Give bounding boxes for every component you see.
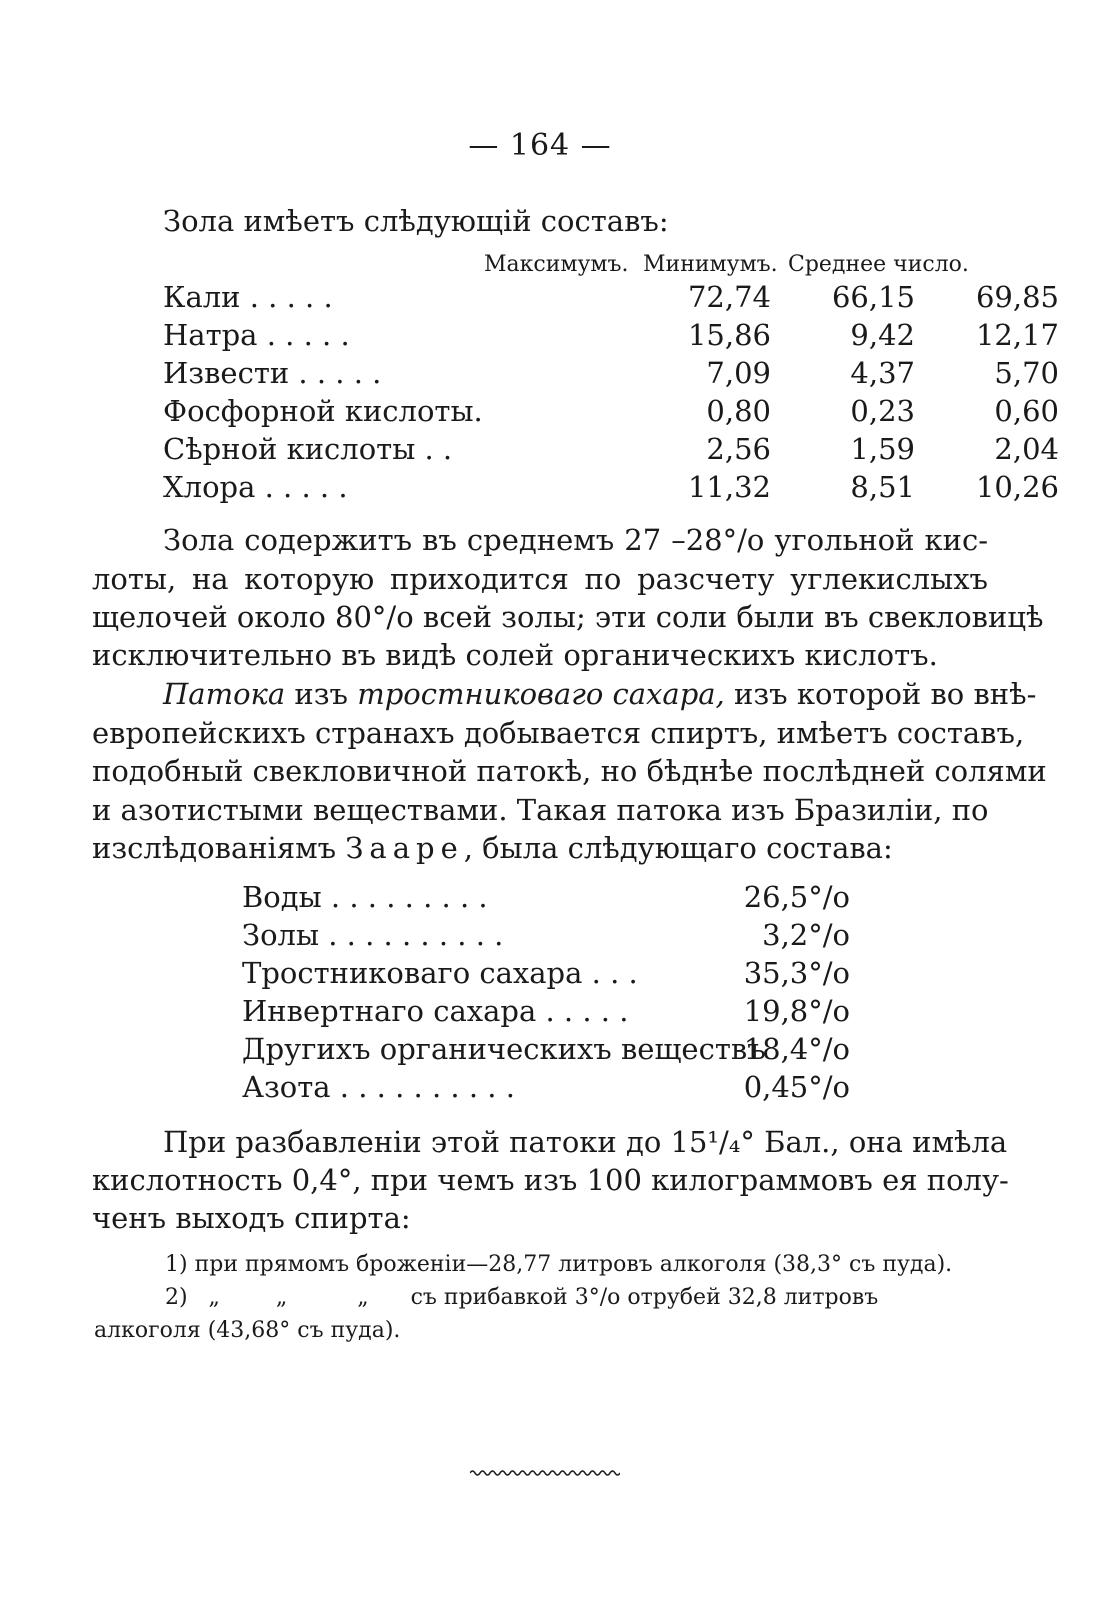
italic-term: Патока — [163, 677, 286, 711]
text-line: и азотистыми веществами. Такая патока изъ Бразиліи, по — [92, 793, 989, 827]
list-item — [242, 956, 850, 994]
row-avg: 10,26 — [975, 470, 1059, 504]
item-value: 18,4°/о — [743, 1032, 850, 1066]
row-label: Натра . . . . . — [163, 318, 350, 352]
row-max: 2,56 — [706, 432, 771, 466]
text-span: изслѣдованіямъ — [92, 831, 346, 865]
text-line: щелочей около 80°/о всей золы; эти соли были въ свекловицѣ — [92, 600, 1044, 634]
text-line: Зола содержитъ въ среднемъ 27 –28°/о угольной кис- — [163, 523, 988, 557]
row-min: 8,51 — [850, 470, 915, 504]
item-label: Воды . . . . . . . . . — [242, 880, 488, 914]
table-row — [163, 280, 1059, 318]
header-max: Максимумъ. — [484, 252, 629, 277]
wavy-rule-icon — [470, 1468, 620, 1478]
text-line — [163, 677, 1037, 711]
row-avg: 5,70 — [994, 356, 1059, 390]
text-line: европейскихъ странахъ добывается спиртъ, имѣетъ составъ, — [92, 716, 1025, 750]
list-item — [242, 1032, 850, 1070]
text-line: кислотность 0,4°, при чемъ изъ 100 килограммовъ ея полу- — [92, 1163, 1009, 1197]
table-row — [163, 432, 1059, 470]
item-label: Тростниковаго сахара . . . — [242, 956, 638, 990]
row-avg: 12,17 — [975, 318, 1059, 352]
text-span: , была слѣдующаго состава: — [463, 831, 893, 865]
row-max: 72,74 — [687, 280, 771, 314]
row-avg: 2,04 — [994, 432, 1059, 466]
row-avg: 69,85 — [975, 280, 1059, 314]
row-label: Сѣрной кислоты . . — [163, 432, 453, 466]
ash-intro: Зола имѣетъ слѣдующій составъ: — [163, 204, 669, 238]
item-label: Другихъ органическихъ веществъ — [242, 1032, 766, 1066]
list-item — [242, 1070, 850, 1108]
footnote-1: 1) при прямомъ броженіи—28,77 литровъ алкоголя (38,3° съ пуда). — [165, 1252, 953, 1277]
list-item — [242, 918, 850, 956]
list-item — [242, 880, 850, 918]
item-value: 26,5°/о — [743, 880, 850, 914]
text-line: подобный свекловичной патокѣ, но бѣднѣе послѣдней солями — [92, 754, 1047, 788]
footnote-2-continued: алкоголя (43,68° съ пуда). — [94, 1318, 401, 1343]
row-min: 9,42 — [850, 318, 915, 352]
item-label: Инвертнаго сахара . . . . . — [242, 994, 629, 1028]
page-number: — 164 — — [468, 128, 612, 163]
item-value: 0,45°/о — [743, 1070, 850, 1104]
row-label: Фосфорной кислоты. — [163, 394, 483, 428]
row-label: Хлора . . . . . — [163, 470, 348, 504]
author-name: Зааре — [345, 831, 464, 865]
item-value: 35,3°/о — [743, 956, 850, 990]
italic-term: тростниковаго сахара, — [357, 677, 725, 711]
header-min: Минимумъ. — [643, 252, 778, 277]
text-line — [92, 831, 988, 865]
text-line: лоты, на которую приходится по разсчету углекислыхъ — [92, 562, 988, 596]
table-row — [163, 318, 1059, 356]
text-span: изъ — [285, 677, 358, 711]
text-line: При разбавленіи этой патоки до 15¹/₄° Бал., она имѣла — [163, 1125, 1008, 1159]
row-max: 7,09 — [706, 356, 771, 390]
text-line: исключительно въ видѣ солей органическихъ кислотъ. — [92, 638, 938, 672]
row-min: 4,37 — [850, 356, 915, 390]
header-avg: Среднее число. — [788, 252, 969, 277]
item-label: Азота . . . . . . . . . . — [242, 1070, 515, 1104]
footnote-2: 2) „ „ „ съ прибавкой 3°/о отрубей 32,8 литровъ — [165, 1285, 879, 1310]
item-value: 3,2°/о — [762, 918, 850, 952]
row-min: 1,59 — [850, 432, 915, 466]
row-avg: 0,60 — [994, 394, 1059, 428]
table-row — [163, 356, 1059, 394]
table-row — [163, 394, 1059, 432]
row-label: Извести . . . . . — [163, 356, 382, 390]
text-span: изъ которой во внѣ- — [724, 677, 1037, 711]
list-item — [242, 994, 850, 1032]
text-line: ченъ выходъ спирта: — [92, 1201, 411, 1235]
row-min: 66,15 — [831, 280, 915, 314]
table-row — [163, 470, 1059, 508]
item-value: 19,8°/о — [743, 994, 850, 1028]
item-label: Золы . . . . . . . . . . — [242, 918, 504, 952]
row-max: 0,80 — [706, 394, 771, 428]
row-label: Кали . . . . . — [163, 280, 333, 314]
row-max: 15,86 — [687, 318, 771, 352]
row-min: 0,23 — [850, 394, 915, 428]
row-max: 11,32 — [687, 470, 771, 504]
